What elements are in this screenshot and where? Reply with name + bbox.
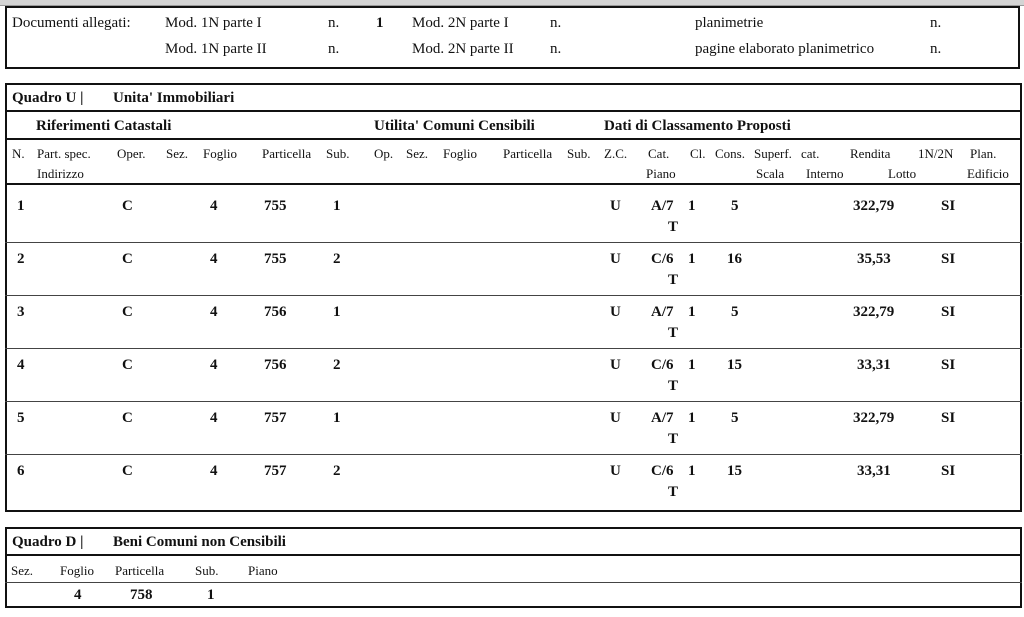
cell-zc: U: [610, 198, 621, 214]
mod1n-parte1-n: n.: [328, 15, 340, 31]
cell-1n2n: SI: [941, 251, 956, 267]
col-particella: Particella: [262, 146, 312, 161]
cell-foglio: 4: [210, 304, 218, 320]
cell-n: 6: [17, 463, 25, 479]
mod1n-parte2: Mod. 1N parte II: [165, 41, 267, 57]
cell-particella: 756: [264, 357, 287, 373]
cell-cons: 16: [727, 251, 742, 267]
row-divider: [5, 348, 1022, 349]
cell-zc: U: [610, 463, 621, 479]
row-divider: [5, 454, 1022, 455]
col-n: N.: [12, 146, 25, 161]
d-col-sez: Sez.: [11, 563, 34, 578]
quadro-u-section-rule: [5, 138, 1022, 140]
section-riferimenti-catastali: Riferimenti Catastali: [36, 118, 172, 134]
quadro-u-title: Quadro U |: [12, 90, 84, 106]
cell-n: 1: [17, 198, 25, 214]
cell-cat: C/6: [651, 251, 674, 267]
cell-piano: T: [668, 272, 679, 288]
planimetrie-n: n.: [930, 15, 942, 31]
documenti-label: Documenti allegati:: [12, 15, 131, 31]
row-divider: [5, 242, 1022, 243]
cell-cons: 5: [731, 410, 739, 426]
col-indirizzo: Indirizzo: [37, 166, 84, 181]
cell-oper: C: [122, 304, 133, 320]
col-part-spec: Part. spec.: [37, 146, 91, 161]
cell-n: 2: [17, 251, 25, 267]
documenti-allegati-box: [5, 6, 1020, 69]
mod1n-parte1-value: 1: [376, 15, 384, 31]
cell-sub: 1: [333, 198, 341, 214]
cell-n: 3: [17, 304, 25, 320]
mod2n-parte1: Mod. 2N parte I: [412, 15, 509, 31]
cell-sub: 2: [333, 357, 341, 373]
cell-foglio: 4: [210, 410, 218, 426]
cell-rendita: 322,79: [853, 198, 895, 214]
col-cl: Cl.: [690, 146, 706, 161]
mod2n-parte2-n: n.: [550, 41, 562, 57]
cell-cl: 1: [688, 251, 696, 267]
quadro-d-title-rule: [5, 554, 1022, 556]
cell-particella: 757: [264, 463, 287, 479]
pagine-elaborato-label: pagine elaborato planimetrico: [695, 41, 875, 57]
d-cell-particella: 758: [130, 587, 153, 603]
mod2n-parte2: Mod. 2N parte II: [412, 41, 514, 57]
cell-sub: 1: [333, 410, 341, 426]
col-cat: Cat.: [648, 146, 670, 161]
cell-cl: 1: [688, 410, 696, 426]
cell-cat: C/6: [651, 357, 674, 373]
row-divider: [5, 295, 1022, 296]
cell-n: 4: [17, 357, 25, 373]
cell-foglio: 4: [210, 357, 218, 373]
cell-foglio: 4: [210, 198, 218, 214]
cell-n: 5: [17, 410, 25, 426]
cell-foglio: 4: [210, 251, 218, 267]
col-cat2: cat.: [801, 146, 820, 161]
cell-piano: T: [668, 219, 679, 235]
mod1n-parte1: Mod. 1N parte I: [165, 15, 262, 31]
col-u-sez: Sez.: [406, 146, 429, 161]
cell-zc: U: [610, 410, 621, 426]
col-rendita: Rendita: [850, 146, 891, 161]
cell-oper: C: [122, 357, 133, 373]
cell-cat: A/7: [651, 410, 674, 426]
d-cell-sub: 1: [207, 587, 215, 603]
cell-zc: U: [610, 251, 621, 267]
cell-zc: U: [610, 357, 621, 373]
cell-cat: A/7: [651, 198, 674, 214]
col-1n2n: 1N/2N: [918, 146, 954, 161]
cell-1n2n: SI: [941, 463, 956, 479]
col-foglio: Foglio: [203, 146, 237, 161]
col-u-particella: Particella: [503, 146, 553, 161]
cell-piano: T: [668, 325, 679, 341]
col-scala: Scala: [756, 166, 785, 181]
col-oper: Oper.: [117, 146, 146, 161]
col-sub: Sub.: [326, 146, 350, 161]
cell-oper: C: [122, 198, 133, 214]
planimetrie-label: planimetrie: [695, 15, 764, 31]
quadro-d-title: Quadro D |: [12, 534, 84, 550]
quadro-u-title-rule: [5, 110, 1022, 112]
cell-sub: 2: [333, 251, 341, 267]
cell-cl: 1: [688, 463, 696, 479]
cell-sub: 1: [333, 304, 341, 320]
col-superf: Superf.: [754, 146, 792, 161]
cell-rendita: 322,79: [853, 410, 895, 426]
pagine-elaborato-n: n.: [930, 41, 942, 57]
mod2n-parte1-n: n.: [550, 15, 562, 31]
cell-particella: 755: [264, 198, 287, 214]
cell-rendita: 33,31: [857, 357, 891, 373]
d-cell-foglio: 4: [74, 587, 82, 603]
cell-cons: 5: [731, 198, 739, 214]
section-dati-classamento: Dati di Classamento Proposti: [604, 118, 791, 134]
cell-piano: T: [668, 484, 679, 500]
cell-cons: 5: [731, 304, 739, 320]
d-col-particella: Particella: [115, 563, 165, 578]
col-u-foglio: Foglio: [443, 146, 477, 161]
col-zc: Z.C.: [604, 146, 628, 161]
quadro-u-subtitle: Unita' Immobiliari: [113, 90, 235, 106]
col-op: Op.: [374, 146, 394, 161]
col-cons: Cons.: [715, 146, 745, 161]
cell-oper: C: [122, 251, 133, 267]
cell-cl: 1: [688, 357, 696, 373]
cell-particella: 756: [264, 304, 287, 320]
cell-particella: 755: [264, 251, 287, 267]
cell-oper: C: [122, 463, 133, 479]
cell-foglio: 4: [210, 463, 218, 479]
cell-sub: 2: [333, 463, 341, 479]
cell-rendita: 322,79: [853, 304, 895, 320]
cell-piano: T: [668, 378, 679, 394]
col-sez: Sez.: [166, 146, 189, 161]
col-lotto: Lotto: [888, 166, 917, 181]
cell-cons: 15: [727, 463, 742, 479]
quadro-u-header-rule: [5, 183, 1022, 185]
d-col-piano: Piano: [248, 563, 278, 578]
cell-piano: T: [668, 431, 679, 447]
cell-1n2n: SI: [941, 410, 956, 426]
cell-zc: U: [610, 304, 621, 320]
quadro-d-header-rule: [5, 582, 1022, 583]
cell-rendita: 35,53: [857, 251, 891, 267]
cell-cat: C/6: [651, 463, 674, 479]
cell-rendita: 33,31: [857, 463, 891, 479]
cell-cl: 1: [688, 198, 696, 214]
col-u-sub: Sub.: [567, 146, 591, 161]
cell-particella: 757: [264, 410, 287, 426]
cell-1n2n: SI: [941, 304, 956, 320]
col-plan: Plan.: [970, 146, 997, 161]
d-col-foglio: Foglio: [60, 563, 94, 578]
d-col-sub: Sub.: [195, 563, 219, 578]
cell-1n2n: SI: [941, 357, 956, 373]
row-divider: [5, 401, 1022, 402]
cell-cl: 1: [688, 304, 696, 320]
cell-cat: A/7: [651, 304, 674, 320]
quadro-d-subtitle: Beni Comuni non Censibili: [113, 534, 286, 550]
section-utilita-comuni: Utilita' Comuni Censibili: [374, 118, 535, 134]
cell-1n2n: SI: [941, 198, 956, 214]
mod1n-parte2-n: n.: [328, 41, 340, 57]
col-edificio: Edificio: [967, 166, 1009, 181]
col-piano: Piano: [646, 166, 676, 181]
col-interno: Interno: [806, 166, 844, 181]
cell-oper: C: [122, 410, 133, 426]
cell-cons: 15: [727, 357, 742, 373]
